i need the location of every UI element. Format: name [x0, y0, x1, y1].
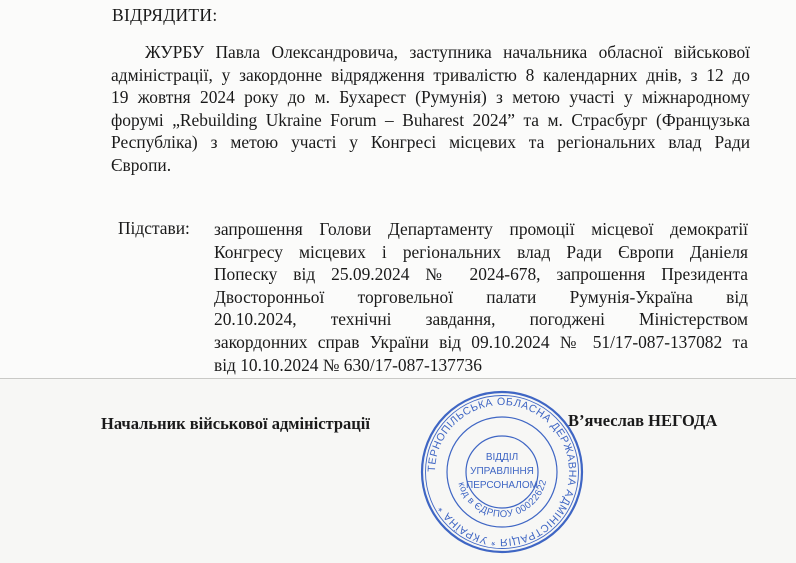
- stamp-graphic: [418, 388, 586, 556]
- basis-line: від 10.10.2024 № 630/17-087-137736: [214, 354, 482, 375]
- paragraph-line: ЖУРБУ Павла Олександровича, заступника начальника обласної військової: [145, 42, 750, 62]
- paragraph-line: адміністрації, у закордонне відрядження тривалістю 8 календарних днів, з 12 до: [111, 64, 750, 85]
- order-heading: ВІДРЯДИТИ:: [112, 5, 218, 25]
- official-stamp: [418, 388, 586, 556]
- paragraph-line: Європи.: [111, 154, 172, 175]
- basis-line: Двосторонньої торговельної палати Румунія-Україна від: [214, 286, 748, 307]
- signatory-name: В’ячеслав НЕГОДА: [568, 411, 718, 430]
- basis-line: закордонних справ України від 09.10.2024 № 51/17-087-137082 та: [214, 331, 748, 352]
- paragraph-line: 19 жовтня 2024 року до м. Бухарест (Румунія) з метою участі у міжнародному: [111, 87, 750, 108]
- stamp-center-line: УПРАВЛІННЯ: [470, 466, 534, 477]
- stamp-inner-text: код в ЄДРПОУ 00022622: [455, 478, 550, 521]
- stamp-center-line: ПЕРСОНАЛОМ: [466, 480, 538, 491]
- basis-line: 20.10.2024, технічні завдання, погоджені Міністерством: [214, 309, 748, 330]
- paragraph-line: Республіка) з метою участі у Конгресі місцевих та регіональних влад Ради: [111, 132, 750, 153]
- basis-line: Попеску від 25.09.2024 № 2024-678, запрошення Президента: [214, 264, 748, 285]
- stamp-outer-text: ТЕРНОПІЛЬСЬКА ОБЛАСНА ДЕРЖАВНА АДМІНІСТРАЦІЯ * УКРАЇНА *: [425, 395, 579, 549]
- basis-label: Підстави:: [118, 218, 190, 238]
- stamp-center-line: ВІДДІЛ: [485, 452, 519, 463]
- paragraph-line: форумі „Rebuilding Ukraine Forum – Buharest 2024” та м. Страсбург (Французька: [111, 109, 750, 130]
- order-paragraph: [111, 41, 750, 177]
- basis-line: Конгресу місцевих і регіональних влад Ради Європи Даніеля: [214, 241, 748, 262]
- signatory-title: Начальник військової адміністрації: [101, 414, 370, 433]
- basis-line: запрошення Голови Департаменту промоції місцевої демократії: [214, 219, 748, 239]
- signature-page: [0, 378, 796, 563]
- basis-text: [214, 218, 748, 376]
